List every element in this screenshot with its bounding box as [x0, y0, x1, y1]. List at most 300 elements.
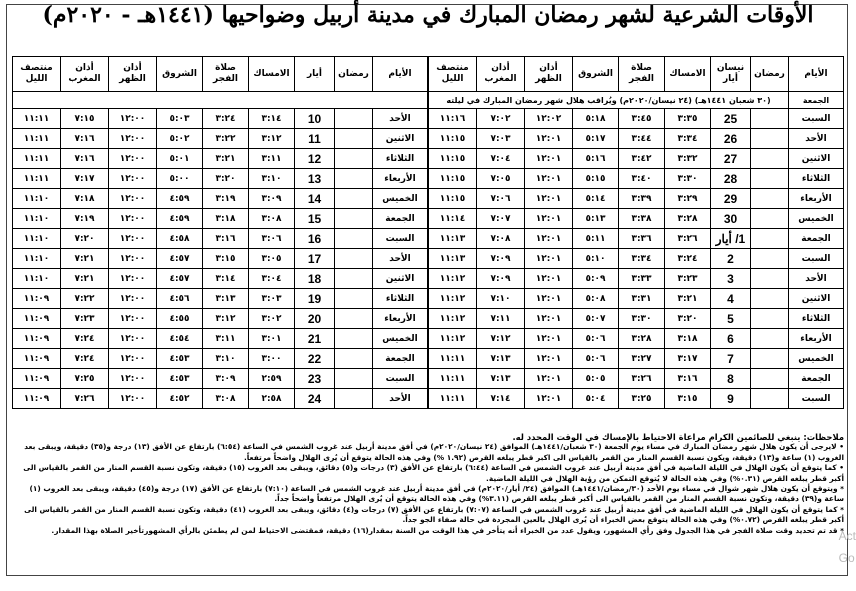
day-cell: الخميس [789, 349, 844, 369]
midnight-cell: ١١:١٥ [429, 169, 477, 189]
midnight-cell: ١١:١١ [13, 109, 61, 129]
shuruq-cell: ٤:٥٦ [157, 289, 203, 309]
header-row-right [429, 57, 844, 92]
day-cell: الثلاثاء [789, 309, 844, 329]
date-cell: 9 [711, 389, 751, 409]
ramadan-cell [751, 289, 789, 309]
column-header: صلاة الفجر [203, 57, 249, 92]
maghrib-cell: ٧:٠٩ [477, 269, 525, 289]
day-cell: الجمعة [373, 209, 428, 229]
shuruq-cell: ٤:٥٩ [157, 209, 203, 229]
shuruq-cell: ٥:٠١ [157, 149, 203, 169]
imsak-cell: ٣:٠٥ [249, 249, 295, 269]
maghrib-cell: ٧:٢٤ [61, 329, 109, 349]
maghrib-cell: ٧:١١ [477, 309, 525, 329]
day-cell: الأحد [789, 269, 844, 289]
dhuhr-cell: ١٢:٠١ [525, 309, 573, 329]
shuruq-cell: ٥:٠٧ [573, 309, 619, 329]
tables-area [12, 56, 844, 430]
day-cell: الاثنين [789, 289, 844, 309]
imsak-cell: ٣:٢٠ [665, 309, 711, 329]
day-cell: الأحد [789, 129, 844, 149]
ramadan-cell [751, 209, 789, 229]
day-cell: الأربعاء [373, 169, 428, 189]
midnight-cell: ١١:١٠ [13, 269, 61, 289]
column-header: رمضان [335, 57, 373, 92]
spacer-cell [13, 92, 428, 109]
date-cell: 27 [711, 149, 751, 169]
maghrib-cell: ٧:١٩ [61, 209, 109, 229]
imsak-cell: ٣:٢٣ [665, 269, 711, 289]
shuruq-cell: ٤:٥٣ [157, 369, 203, 389]
shuruq-cell: ٤:٥٢ [157, 389, 203, 409]
ramadan-cell [335, 109, 373, 129]
imsak-cell: ٣:٠٦ [249, 229, 295, 249]
midnight-cell: ١١:١٢ [429, 269, 477, 289]
shuruq-cell: ٤:٥٩ [157, 189, 203, 209]
date-cell: 21 [295, 329, 335, 349]
imsak-cell: ٢:٥٨ [249, 389, 295, 409]
shuruq-cell: ٤:٥٧ [157, 249, 203, 269]
column-header: أيار [295, 57, 335, 92]
maghrib-cell: ٧:١٠ [477, 289, 525, 309]
note-paragraph: * كما يتوقع أن يكون الهلال في الليلة الماضية في أفق مدينة أربيل عند غروب الشمس في الساعة (٧:٠٧) بارتفاع عن الأفق (٧) درجات و(٤) دقائق، ويبقى بعد الغروب (٤١) دقيقة، وتكون نسبة القسم المنار من القمر بالقياس الى أكبر قطر يبلغه القرص (٠.٧٢%) وفي هذه الحالة يتوقع بعض الخبراء أن يُرى الهلال بالعين المجردة في حالة صفاء الجو جداً. [24, 504, 844, 525]
imsak-cell: ٣:١٦ [665, 369, 711, 389]
ramadan-cell [751, 149, 789, 169]
shuruq-cell: ٤:٥٥ [157, 309, 203, 329]
dhuhr-cell: ١٢:٠١ [525, 349, 573, 369]
day-cell: الثلاثاء [373, 289, 428, 309]
date-cell: 10 [295, 109, 335, 129]
date-cell: 17 [295, 249, 335, 269]
imsak-cell: ٣:٠٢ [249, 309, 295, 329]
day-cell: الاثنين [373, 129, 428, 149]
table-row [13, 169, 428, 189]
midnight-cell: ١١:١٥ [429, 149, 477, 169]
date-cell: 16 [295, 229, 335, 249]
date-cell: 22 [295, 349, 335, 369]
maghrib-cell: ٧:١٨ [61, 189, 109, 209]
shuruq-cell: ٥:٠٢ [157, 129, 203, 149]
imsak-cell: ٣:١٢ [249, 129, 295, 149]
activation-watermark [839, 525, 856, 569]
table-row [429, 129, 844, 149]
shuruq-cell: ٥:١٤ [573, 189, 619, 209]
ramadan-cell [751, 109, 789, 129]
fajr-cell: ٣:١٩ [203, 189, 249, 209]
midnight-cell: ١١:١٣ [429, 249, 477, 269]
imsak-cell: ٢:٥٩ [249, 369, 295, 389]
shuruq-cell: ٥:٠٤ [573, 389, 619, 409]
maghrib-cell: ٧:٢٦ [61, 389, 109, 409]
shuruq-cell: ٤:٥٨ [157, 229, 203, 249]
table-row [13, 129, 428, 149]
ramadan-cell [335, 349, 373, 369]
date-cell: 23 [295, 369, 335, 389]
day-cell: السبت [373, 369, 428, 389]
fajr-cell: ٣:٢٧ [619, 349, 665, 369]
maghrib-cell: ٧:١٣ [477, 369, 525, 389]
date-cell: 28 [711, 169, 751, 189]
ramadan-cell [751, 169, 789, 189]
column-header: الشروق [573, 57, 619, 92]
shuruq-cell: ٤:٥٣ [157, 349, 203, 369]
ramadan-cell [335, 209, 373, 229]
maghrib-cell: ٧:١٢ [477, 329, 525, 349]
midnight-cell: ١١:١١ [429, 389, 477, 409]
imsak-cell: ٣:٣٤ [665, 129, 711, 149]
fajr-cell: ٣:٣٠ [619, 309, 665, 329]
imsak-cell: ٣:٢٩ [665, 189, 711, 209]
table-row [13, 289, 428, 309]
date-cell: 7 [711, 349, 751, 369]
table-row [13, 249, 428, 269]
midnight-cell: ١١:١٥ [429, 129, 477, 149]
ramadan-cell [335, 149, 373, 169]
dhuhr-cell: ١٢:٠١ [525, 209, 573, 229]
ramadan-cell [751, 349, 789, 369]
dhuhr-cell: ١٢:٠١ [525, 329, 573, 349]
midnight-cell: ١١:٠٩ [13, 389, 61, 409]
fajr-cell: ٣:٤٠ [619, 169, 665, 189]
table-row [429, 109, 844, 129]
midnight-cell: ١١:١٠ [13, 209, 61, 229]
date-cell: 8 [711, 369, 751, 389]
dhuhr-cell: ١٢:٠١ [525, 249, 573, 269]
date-cell: 20 [295, 309, 335, 329]
day-cell: الأحد [373, 249, 428, 269]
date-cell: 3 [711, 269, 751, 289]
date-cell: 13 [295, 169, 335, 189]
imsak-cell: ٣:٠٨ [249, 209, 295, 229]
table-row [13, 189, 428, 209]
dhuhr-cell: ١٢:٠١ [525, 389, 573, 409]
column-header: الامساك [665, 57, 711, 92]
maghrib-cell: ٧:١٦ [61, 129, 109, 149]
date-cell: 18 [295, 269, 335, 289]
dhuhr-cell: ١٢:٠٠ [109, 149, 157, 169]
day-cell: الاثنين [373, 269, 428, 289]
fajr-cell: ٣:١٢ [203, 309, 249, 329]
imsak-cell: ٣:٣٢ [665, 149, 711, 169]
imsak-cell: ٣:١٥ [665, 389, 711, 409]
ramadan-cell [335, 229, 373, 249]
day-cell: الخميس [789, 209, 844, 229]
midnight-cell: ١١:١٥ [429, 189, 477, 209]
midnight-cell: ١١:١١ [429, 369, 477, 389]
dhuhr-cell: ١٢:٠٠ [109, 189, 157, 209]
dhuhr-cell: ١٢:٠٠ [109, 289, 157, 309]
maghrib-cell: ٧:٠٨ [477, 229, 525, 249]
table-row [429, 249, 844, 269]
imsak-cell: ٣:١٧ [665, 349, 711, 369]
dhuhr-cell: ١٢:٠٠ [109, 269, 157, 289]
watermark-line: Act [838, 529, 856, 543]
dhuhr-cell: ١٢:٠٠ [109, 129, 157, 149]
day-cell: الجمعة [789, 92, 844, 109]
column-header: منتصف الليل [13, 57, 61, 92]
dhuhr-cell: ١٢:٠٠ [109, 389, 157, 409]
note-paragraph: * قد تم تحديد وقت صلاة الفجر في هذا الجدول وفق رأي المشهور، ويقول عدد من الخبراء أنه يتأخر في هذا الوقت من السنة بمقدار(١٦) دقيقة، فمقتضى الاحتياط لمن لم يطمئن بالرأي المشهورتأخير الصلاة بهذا المقدار. [51, 525, 844, 535]
midnight-cell: ١١:١٢ [429, 329, 477, 349]
fajr-cell: ٣:١١ [203, 329, 249, 349]
dhuhr-cell: ١٢:٠٠ [109, 209, 157, 229]
shuruq-cell: ٤:٥٧ [157, 269, 203, 289]
table-row [13, 329, 428, 349]
imsak-cell: ٣:١٤ [249, 109, 295, 129]
table-row [429, 169, 844, 189]
imsak-cell: ٣:١١ [249, 149, 295, 169]
shuruq-cell: ٥:٠٣ [157, 109, 203, 129]
date-cell: 14 [295, 189, 335, 209]
shuruq-cell: ٥:٠٦ [573, 329, 619, 349]
fajr-cell: ٣:٢٦ [619, 369, 665, 389]
note-paragraph: • لايرجى أن يكون هلال شهر رمضان المبارك في مساء يوم الجمعة (٣٠ شعبان/١٤٤١هـ) الموافق (٢٤ نيسان/٢٠٢٠م) في أفق مدينة أربيل عند غروب الشمس في الساعة (٦:٥٤) بارتفاع عن الأفق (١٣) درجة و(٣٥) دقيقة، ويبقى بعد الغروب (١) ساعة و(١٣) دقيقة، ويكون نسبة القسم المنار من القمر بالقياس الى اكبر قطر يبلغه القرص (١.٩٢ %) وفي هذه الحالة يتوقع أن يُرى الهلال واضحاً مرتفعاً. [24, 442, 844, 462]
table-row-first-day [429, 92, 844, 109]
note-paragraph: • كما يتوقع أن يكون الهلال في الليلة الماضية في أفق مدينة أربيل عند غروب الشمس في الساعة (٦:٤٤) بارتفاع عن الأفق (٣) درجات و(٥) دقائق، ويبقى بعد الغروب (١٥) دقيقة، وتكون نسبة القسم المنار من القمر بالقياس الى أكبر قطر يبلغه القرص (٠.٣١%) وفي هذه الحالة لا يُتوقع التمكن من رؤية الهلال في الليلة الماضية. [23, 463, 844, 483]
fajr-cell: ٣:٢١ [203, 149, 249, 169]
ramadan-cell [751, 329, 789, 349]
ramadan-cell [335, 389, 373, 409]
column-header: الأيام [373, 57, 428, 92]
midnight-cell: ١١:١٢ [429, 309, 477, 329]
day-cell: الاثنين [789, 149, 844, 169]
day-cell: الخميس [373, 189, 428, 209]
fajr-cell: ٣:٤٤ [619, 129, 665, 149]
midnight-cell: ١١:٠٩ [13, 309, 61, 329]
imsak-cell: ٣:٣٠ [665, 169, 711, 189]
fajr-cell: ٣:١٠ [203, 349, 249, 369]
midnight-cell: ١١:١٤ [429, 209, 477, 229]
shuruq-cell: ٥:١٨ [573, 109, 619, 129]
dhuhr-cell: ١٢:٠١ [525, 369, 573, 389]
table-row [13, 389, 428, 409]
shuruq-cell: ٥:١١ [573, 229, 619, 249]
fajr-cell: ٣:١٥ [203, 249, 249, 269]
date-cell: 4 [711, 289, 751, 309]
dhuhr-cell: ١٢:٠٠ [109, 329, 157, 349]
date-cell: 5 [711, 309, 751, 329]
date-cell: 6 [711, 329, 751, 349]
ramadan-cell [751, 229, 789, 249]
date-cell: 24 [295, 389, 335, 409]
midnight-cell: ١١:١١ [13, 149, 61, 169]
ramadan-cell [751, 389, 789, 409]
dhuhr-cell: ١٢:٠١ [525, 129, 573, 149]
imsak-cell: ٣:٠٠ [249, 349, 295, 369]
fajr-cell: ٣:١٣ [203, 289, 249, 309]
date-cell: 1/ أيار [711, 229, 751, 249]
maghrib-cell: ٧:٢٥ [61, 369, 109, 389]
notes-section [12, 432, 844, 536]
fajr-cell: ٣:٢٢ [203, 129, 249, 149]
imsak-cell: ٣:٠٩ [249, 189, 295, 209]
maghrib-cell: ٧:٢٣ [61, 309, 109, 329]
day-cell: الأحد [373, 389, 428, 409]
midnight-cell: ١١:٠٩ [13, 369, 61, 389]
maghrib-cell: ٧:١٣ [477, 349, 525, 369]
column-header: الشروق [157, 57, 203, 92]
ramadan-cell [751, 309, 789, 329]
day-cell: السبت [789, 109, 844, 129]
table-row [429, 389, 844, 409]
day-cell: الخميس [373, 329, 428, 349]
maghrib-cell: ٧:٢٢ [61, 289, 109, 309]
day-cell: الجمعة [789, 369, 844, 389]
dhuhr-cell: ١٢:٠٠ [109, 369, 157, 389]
table-row [429, 229, 844, 249]
maghrib-cell: ٧:٠٧ [477, 209, 525, 229]
table-row [13, 349, 428, 369]
midnight-cell: ١١:٠٩ [13, 289, 61, 309]
page-title: الأوقات الشرعية لشهر رمضان المبارك في مدينة أربيل وضواحيها (١٤٤١هـ - ٢٠٢٠م) [42, 2, 814, 28]
dhuhr-cell: ١٢:٠١ [525, 189, 573, 209]
note-paragraph: * ويتوقع أن يكون هلال شهر شوال في مساء يوم الأحد (٣٠/رمضان/١٤٤١هـ) الموافق (٢٤/ أيار/٢٠٢٠م) في أفق مدينة أربيل عند غروب الشمس في الساعة (٧:١٠) بارتفاع عن الأفق (١٧) درجة و(٤٥) دقيقة، ويبقى بعد الغروب (١) ساعة و(٣٩) دقيقة، وتكون نسبة القسم المنار من القمر بالقياس الى أكبر قطر يبلغه القرص (٣.١١%) وفي هذه الحالة يتوقع أن يُرى الهلال مرتفعاً واضحاً جداً. [29, 484, 844, 504]
midnight-cell: ١١:١٢ [429, 289, 477, 309]
day-cell: الثلاثاء [789, 169, 844, 189]
table-row [429, 149, 844, 169]
fajr-cell: ٣:٢٤ [203, 109, 249, 129]
shuruq-cell: ٤:٥٤ [157, 329, 203, 349]
column-header: الامساك [249, 57, 295, 92]
ramadan-cell [751, 189, 789, 209]
dhuhr-cell: ١٢:٠٠ [109, 109, 157, 129]
imsak-cell: ٣:٠٣ [249, 289, 295, 309]
shuruq-cell: ٥:٠٥ [573, 369, 619, 389]
header-row-left [13, 57, 428, 92]
midnight-cell: ١١:٠٩ [13, 349, 61, 369]
dhuhr-cell: ١٢:٠٠ [109, 249, 157, 269]
column-header: منتصف الليل [429, 57, 477, 92]
imsak-cell: ٣:١٠ [249, 169, 295, 189]
table-row [13, 309, 428, 329]
column-header: أذان الظهر [525, 57, 573, 92]
midnight-cell: ١١:١١ [13, 169, 61, 189]
day-cell: الثلاثاء [373, 149, 428, 169]
dhuhr-cell: ١٢:٠١ [525, 269, 573, 289]
ramadan-cell [335, 289, 373, 309]
dhuhr-cell: ١٢:٠١ [525, 289, 573, 309]
maghrib-cell: ٧:٠٥ [477, 169, 525, 189]
schedule-table-left [12, 56, 428, 409]
ramadan-cell [335, 169, 373, 189]
maghrib-cell: ٧:١٧ [61, 169, 109, 189]
date-cell: 15 [295, 209, 335, 229]
fajr-cell: ٣:٢٨ [619, 329, 665, 349]
column-header: نيسان أيار [711, 57, 751, 92]
day-cell: الأحد [373, 109, 428, 129]
day-cell: الأربعاء [789, 189, 844, 209]
imsak-cell: ٣:٣٥ [665, 109, 711, 129]
maghrib-cell: ٧:٠٤ [477, 149, 525, 169]
ramadan-cell [335, 189, 373, 209]
table-row [13, 369, 428, 389]
fajr-cell: ٣:٢٠ [203, 169, 249, 189]
midnight-cell: ١١:١٠ [13, 189, 61, 209]
midnight-cell: ١١:١١ [13, 129, 61, 149]
fajr-cell: ٣:١٦ [203, 229, 249, 249]
dhuhr-cell: ١٢:٠٠ [109, 169, 157, 189]
first-day-note: (٣٠ شعبان ١٤٤١هـ) (٢٤ نيسان/٢٠٢٠م) ويُراقب هلال شهر رمضان المبارك في ليلته [429, 92, 789, 109]
fajr-cell: ٣:١٤ [203, 269, 249, 289]
table-row [13, 269, 428, 289]
day-cell: الجمعة [373, 349, 428, 369]
fajr-cell: ٣:٣٤ [619, 249, 665, 269]
ramadan-cell [751, 129, 789, 149]
date-cell: 29 [711, 189, 751, 209]
column-header: أذان المغرب [477, 57, 525, 92]
ramadan-cell [751, 249, 789, 269]
table-row [13, 229, 428, 249]
table-row [429, 369, 844, 389]
ramadan-cell [751, 369, 789, 389]
shuruq-cell: ٥:٠٨ [573, 289, 619, 309]
table-row [429, 329, 844, 349]
table-row [429, 269, 844, 289]
table-row [13, 109, 428, 129]
shuruq-cell: ٥:٠٠ [157, 169, 203, 189]
maghrib-cell: ٧:٠٢ [477, 109, 525, 129]
ramadan-cell [335, 369, 373, 389]
table-row [429, 289, 844, 309]
date-cell: 11 [295, 129, 335, 149]
shuruq-cell: ٥:١٠ [573, 249, 619, 269]
ramadan-cell [751, 269, 789, 289]
midnight-cell: ١١:١٣ [429, 229, 477, 249]
imsak-cell: ٣:١٨ [665, 329, 711, 349]
table-row [429, 209, 844, 229]
maghrib-cell: ٧:٠٣ [477, 129, 525, 149]
date-cell: 12 [295, 149, 335, 169]
table-row [13, 149, 428, 169]
maghrib-cell: ٧:٠٩ [477, 249, 525, 269]
maghrib-cell: ٧:١٤ [477, 389, 525, 409]
note-paragraph: ملاحظات: ينبغي للصائمين الكرام مراعاة الاحتياط بالإمساك في الوقت المحدد له. [512, 432, 844, 442]
fajr-cell: ٣:٤٥ [619, 109, 665, 129]
table-row [429, 309, 844, 329]
schedule-table-right [428, 56, 844, 409]
dhuhr-cell: ١٢:٠١ [525, 149, 573, 169]
imsak-cell: ٣:٢٤ [665, 249, 711, 269]
date-cell: 26 [711, 129, 751, 149]
midnight-cell: ١١:١٠ [13, 249, 61, 269]
date-cell: 2 [711, 249, 751, 269]
fajr-cell: ٣:١٨ [203, 209, 249, 229]
ramadan-cell [335, 249, 373, 269]
fajr-cell: ٣:٣٨ [619, 209, 665, 229]
dhuhr-cell: ١٢:٠٠ [109, 309, 157, 329]
watermark-line: Go [838, 551, 855, 565]
column-header: صلاة الفجر [619, 57, 665, 92]
ramadan-cell [335, 329, 373, 349]
fajr-cell: ٣:٣٣ [619, 269, 665, 289]
fajr-cell: ٣:٠٩ [203, 369, 249, 389]
imsak-cell: ٣:٠١ [249, 329, 295, 349]
shuruq-cell: ٥:١٣ [573, 209, 619, 229]
shuruq-cell: ٥:٠٩ [573, 269, 619, 289]
table-row-spacer [13, 92, 428, 109]
dhuhr-cell: ١٢:٠٠ [109, 349, 157, 369]
date-cell: 30 [711, 209, 751, 229]
midnight-cell: ١١:١٠ [13, 229, 61, 249]
table-row [429, 349, 844, 369]
day-cell: الجمعة [789, 229, 844, 249]
fajr-cell: ٣:٣٦ [619, 229, 665, 249]
date-cell: 25 [711, 109, 751, 129]
day-cell: الأربعاء [789, 329, 844, 349]
column-header: أذان الظهر [109, 57, 157, 92]
imsak-cell: ٣:٢٨ [665, 209, 711, 229]
